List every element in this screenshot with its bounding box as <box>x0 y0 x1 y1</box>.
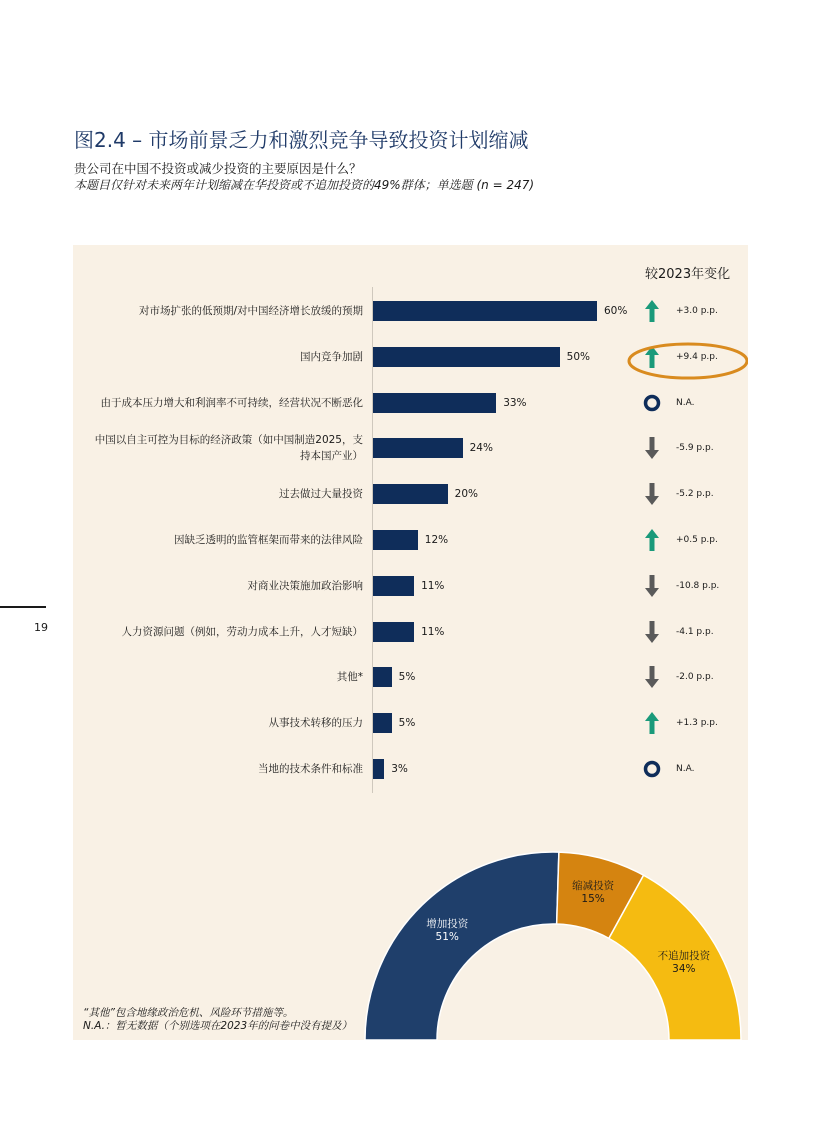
bar-category-label: 过去做过大量投资 <box>279 488 363 501</box>
change-value-label: -4.1 p.p. <box>676 626 714 637</box>
bar-category-label: 人力资源问题（例如，劳动力成本上升，人才短缺） <box>121 625 363 638</box>
bar-value-label: 3% <box>391 763 408 775</box>
chart-panel <box>73 245 748 1040</box>
bar-value-label: 12% <box>424 534 449 546</box>
survey-question: 贵公司在中国不投资或减少投资的主要原因是什么？ <box>74 161 362 176</box>
bar-value-label: 11% <box>421 625 445 638</box>
change-value-label: -10.8 p.p. <box>676 580 720 591</box>
donut-slice-name: 不追加投资 <box>657 949 711 962</box>
bar-value-label: 60% <box>604 305 628 317</box>
donut-slice-name: 缩减投资 <box>572 880 615 893</box>
bar-category-label: 因缺乏透明的监管框架而带来的法律风险 <box>174 534 363 546</box>
sample-note: 本题目仅针对未来两年计划缩减在华投资或不追加投资的49%群体；单选题 (n = 247) <box>74 178 535 192</box>
footnote-na: N.A.：暂无数据（个别选项在2023年的问卷中没有提及） <box>83 1020 353 1032</box>
footnotes <box>83 1007 352 1033</box>
bar-value-label: 50% <box>566 350 590 363</box>
page-rule <box>0 606 46 608</box>
change-value-label: +3.0 p.p. <box>676 306 718 316</box>
bar-value-label: 24% <box>469 442 493 455</box>
bar-category-label: 由于成本压力增大和利润率不可持续，经营状况不断恶化 <box>100 396 363 409</box>
change-value-label: -5.9 p.p. <box>676 443 714 454</box>
bar-category-label: 其他* <box>336 671 363 684</box>
bar-category-label: 国内竞争加剧 <box>300 350 363 363</box>
change-value-label: -5.2 p.p. <box>676 489 714 500</box>
bar-value-label: 5% <box>398 671 416 684</box>
bar-category-label: 对市场扩张的低预期/对中国经济增长放缓的预期 <box>138 305 363 317</box>
page-number: 19 <box>34 621 48 634</box>
donut-slice-label <box>426 918 468 944</box>
bar-category-label: 当地的技术条件和标准 <box>258 763 363 775</box>
bar-value-label: 5% <box>398 717 416 730</box>
bar-category-label: 中国以自主可控为目标的经济政策（如中国制造2025，支持本国产业） <box>94 434 363 463</box>
investment-donut <box>73 245 748 1040</box>
bar-category-label: 从事技术转移的压力 <box>268 717 363 730</box>
change-value-label: +0.5 p.p. <box>676 535 718 545</box>
bar-value-label: 11% <box>421 579 445 592</box>
page-title: 图2.4 – 市场前景乏力和激烈竞争导致投资计划缩减 <box>74 128 529 152</box>
donut-slice-value: 51% <box>435 930 459 943</box>
change-value-label: +1.3 p.p. <box>676 718 718 729</box>
donut-slice <box>365 852 559 1040</box>
change-value-label: N.A. <box>676 397 695 408</box>
bar-value-label: 20% <box>454 488 478 501</box>
donut-slice-value: 15% <box>581 893 605 906</box>
donut-slice-value: 34% <box>672 962 696 975</box>
donut-slice-name: 增加投资 <box>426 917 469 930</box>
donut-slice-label <box>658 950 711 976</box>
change-value-label: -2.0 p.p. <box>676 672 714 683</box>
change-header: 较2023年变化 <box>645 267 731 282</box>
footnote-other: “其他”包含地缘政治危机、风险环节措施等。 <box>83 1007 294 1019</box>
change-value-label: N.A. <box>676 764 695 774</box>
bar-value-label: 33% <box>503 396 527 409</box>
change-value-label: +9.4 p.p. <box>676 351 718 362</box>
donut-slice-label <box>572 880 614 906</box>
bar-category-label: 对商业决策施加政治影响 <box>247 579 363 592</box>
